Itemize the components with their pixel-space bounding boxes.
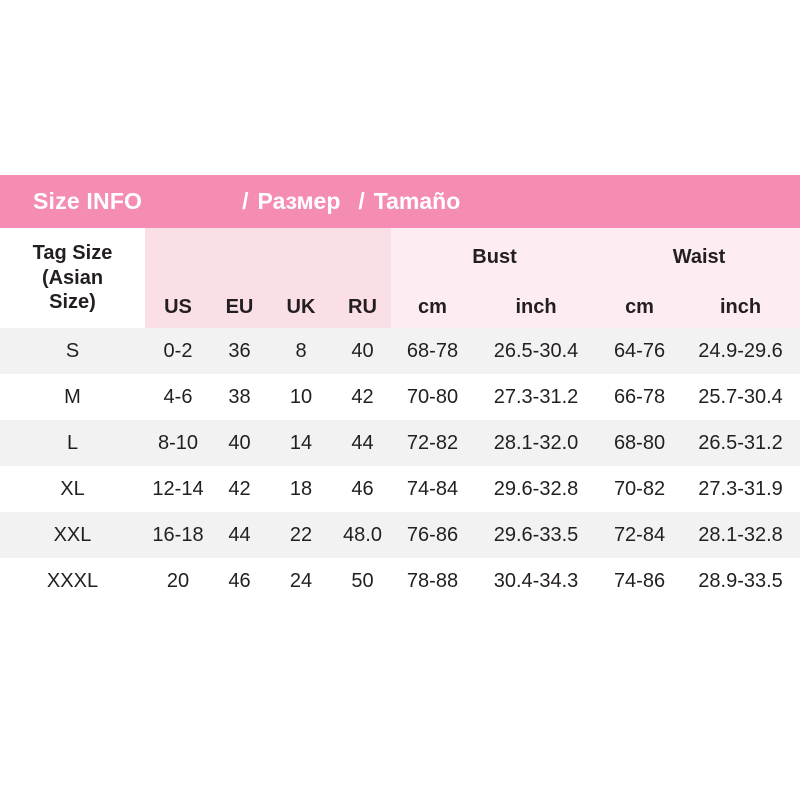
cell-value: 18 xyxy=(268,466,334,512)
cell-value: 30.4-34.3 xyxy=(474,558,598,604)
cell-value: 28.9-33.5 xyxy=(681,558,800,604)
tag-size-line-1: Tag Size xyxy=(32,242,113,265)
cell-value: 14 xyxy=(268,420,334,466)
header-tag-size xyxy=(0,228,145,328)
cell-value: 68-78 xyxy=(391,328,474,374)
cell-value: 26.5-30.4 xyxy=(474,328,598,374)
cell-value: 76-86 xyxy=(391,512,474,558)
cell-value: 27.3-31.2 xyxy=(474,374,598,420)
tag-size-line-3: Size) xyxy=(49,291,96,314)
cell-tag-size: XXL xyxy=(0,512,145,558)
cell-value: 36 xyxy=(211,328,268,374)
cell-value: 4-6 xyxy=(145,374,211,420)
cell-value: 26.5-31.2 xyxy=(681,420,800,466)
cell-value: 28.1-32.8 xyxy=(681,512,800,558)
header-unit-bust-cm: cm xyxy=(391,286,474,328)
cell-value: 22 xyxy=(268,512,334,558)
cell-value: 74-86 xyxy=(598,558,681,604)
cell-value: 0-2 xyxy=(145,328,211,374)
cell-value: 29.6-32.8 xyxy=(474,466,598,512)
header-group-bust: Bust xyxy=(391,228,598,286)
size-chart-title-band xyxy=(0,175,800,228)
cell-value: 10 xyxy=(268,374,334,420)
cell-value: 8 xyxy=(268,328,334,374)
title-main: Size INFO xyxy=(33,188,143,214)
cell-value: 66-78 xyxy=(598,374,681,420)
size-table-head xyxy=(0,228,800,328)
cell-value: 24 xyxy=(268,558,334,604)
cell-value: 38 xyxy=(211,374,268,420)
cell-value: 46 xyxy=(211,558,268,604)
cell-tag-size: XL xyxy=(0,466,145,512)
cell-value: 20 xyxy=(145,558,211,604)
table-row xyxy=(0,512,800,558)
cell-tag-size: S xyxy=(0,328,145,374)
cell-value: 72-82 xyxy=(391,420,474,466)
table-header-row-groups xyxy=(0,228,800,286)
cell-value: 8-10 xyxy=(145,420,211,466)
header-unit-bust-inch: inch xyxy=(474,286,598,328)
cell-value: 42 xyxy=(211,466,268,512)
cell-value: 50 xyxy=(334,558,391,604)
title-separator-1: / xyxy=(242,188,249,214)
header-col-uk: UK xyxy=(268,286,334,328)
cell-value: 16-18 xyxy=(145,512,211,558)
title-alt-ru: Размер xyxy=(257,188,341,214)
size-chart xyxy=(0,175,800,604)
cell-value: 24.9-29.6 xyxy=(681,328,800,374)
tag-size-line-2: (Asian xyxy=(41,266,104,289)
title-separator-2: / xyxy=(358,188,365,214)
cell-value: 40 xyxy=(334,328,391,374)
table-row xyxy=(0,328,800,374)
title-alt-es: Tamaño xyxy=(373,188,461,214)
cell-value: 44 xyxy=(334,420,391,466)
cell-value: 44 xyxy=(211,512,268,558)
cell-value: 70-82 xyxy=(598,466,681,512)
cell-tag-size: L xyxy=(0,420,145,466)
header-col-us: US xyxy=(145,286,211,328)
cell-value: 12-14 xyxy=(145,466,211,512)
cell-tag-size: M xyxy=(0,374,145,420)
size-table-body xyxy=(0,328,800,604)
table-row xyxy=(0,420,800,466)
cell-value: 40 xyxy=(211,420,268,466)
cell-value: 78-88 xyxy=(391,558,474,604)
cell-value: 46 xyxy=(334,466,391,512)
cell-value: 27.3-31.9 xyxy=(681,466,800,512)
cell-value: 28.1-32.0 xyxy=(474,420,598,466)
header-spacer-eu xyxy=(211,228,268,286)
table-row xyxy=(0,558,800,604)
cell-value: 42 xyxy=(334,374,391,420)
cell-tag-size: XXXL xyxy=(0,558,145,604)
header-col-eu: EU xyxy=(211,286,268,328)
size-table xyxy=(0,228,800,604)
header-unit-waist-cm: cm xyxy=(598,286,681,328)
cell-value: 64-76 xyxy=(598,328,681,374)
cell-value: 29.6-33.5 xyxy=(474,512,598,558)
cell-value: 25.7-30.4 xyxy=(681,374,800,420)
table-row xyxy=(0,466,800,512)
header-col-ru: RU xyxy=(334,286,391,328)
header-spacer-ru xyxy=(334,228,391,286)
cell-value: 70-80 xyxy=(391,374,474,420)
cell-value: 74-84 xyxy=(391,466,474,512)
table-row xyxy=(0,374,800,420)
header-spacer-uk xyxy=(268,228,334,286)
header-spacer-us xyxy=(145,228,211,286)
cell-value: 68-80 xyxy=(598,420,681,466)
cell-value: 48.0 xyxy=(334,512,391,558)
cell-value: 72-84 xyxy=(598,512,681,558)
header-group-waist: Waist xyxy=(598,228,800,286)
header-unit-waist-inch: inch xyxy=(681,286,800,328)
